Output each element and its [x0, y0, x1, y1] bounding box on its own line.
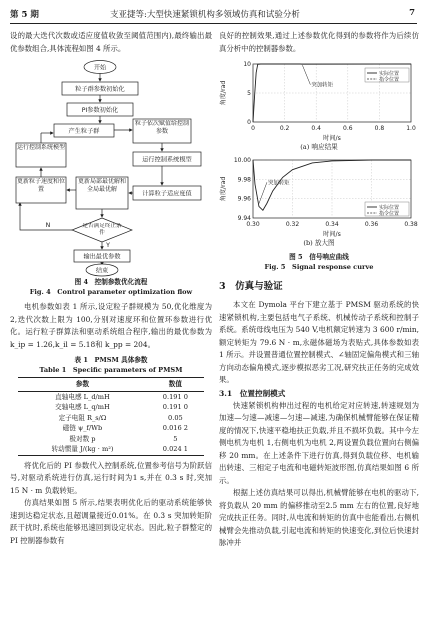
- svg-text:N: N: [45, 222, 51, 229]
- svg-text:Y: Y: [106, 242, 110, 249]
- table-1-title-en: Table 1 Specific parameters of PMSM: [39, 366, 183, 374]
- page-number: 7: [409, 8, 415, 18]
- param-value: 0.016 2: [162, 424, 188, 432]
- zoom-chart-b: [219, 154, 419, 238]
- annotation-label: 突加转矩: [311, 82, 333, 89]
- x-axis-label: 时间/s: [323, 231, 341, 238]
- figure-4-caption: [10, 277, 212, 297]
- x-tick-label: 0.36: [364, 221, 379, 228]
- param-name: 极对数 p: [69, 434, 96, 443]
- y-axis-label: 角度/rad: [220, 176, 227, 202]
- y-tick-label: 0: [247, 119, 251, 126]
- annotation-label: 突加转矩: [267, 180, 290, 187]
- param-name: 转动惯量 J/(kg · m²): [18, 444, 147, 455]
- x-tick-label: 0.6: [343, 125, 353, 132]
- table-header-param: 参数: [18, 378, 147, 392]
- legend-label: 实际位置: [379, 205, 400, 211]
- param-value: 0.024 1: [147, 444, 204, 455]
- x-tick-label: 0.4: [311, 125, 321, 132]
- param-name: 定子电阻 R_s/Ω: [58, 413, 107, 422]
- legend-label: 实际位置: [379, 71, 400, 77]
- x-tick-label: 0.2: [279, 125, 290, 132]
- param-value: 0.191 0: [162, 403, 188, 411]
- y-tick-label: 9.96: [237, 195, 251, 203]
- param-name: 交轴电感 L_q/mH: [55, 403, 110, 411]
- issue-number: 第 5 期: [10, 10, 39, 20]
- x-tick-label: 0.30: [246, 221, 260, 228]
- paragraph-control-effect: 良好的控制效果,通过上述参数优化得到的参数将作为后续仿真分析中的控制器参数。: [219, 31, 419, 53]
- x-tick-label: 0: [251, 125, 255, 132]
- legend-label: 指令位置: [379, 77, 400, 83]
- chart-b-caption: (b) 放大图: [303, 239, 335, 247]
- y-tick-label: 9.94: [237, 215, 251, 222]
- table-header-value: 数值: [147, 378, 204, 392]
- table-row: [18, 413, 204, 424]
- running-header: [10, 8, 417, 24]
- figure-5-caption-en: Fig. 5 Signal response curve: [264, 263, 374, 271]
- y-tick-label: 10.00: [233, 157, 251, 164]
- figure-4-caption-en: Fig. 4 Control parameter optimization flow: [29, 288, 193, 296]
- header-rule: [10, 23, 417, 24]
- y-axis-label: 角度/rad: [220, 80, 227, 106]
- y-tick-label: 10: [243, 61, 251, 68]
- svg-text:运行控制系统模型: 运行控制系统模型: [142, 156, 192, 164]
- svg-text:输出最优参数: 输出最优参数: [83, 253, 121, 261]
- paragraph-conclusion: 根据上述仿真结果可以得出,机械臂能够在电机的驱动下,将负载从 20 mm 的偏移推动至2.5 mm 左右的位置,良好地完成扶正任务。同时,从电流和转矩的仿真中也能看出,右侧机械臂会先推动负载,引起电流和转矩的快速变化,到位后快速封脉冲并: [219, 488, 419, 547]
- x-tick-label: 0.8: [374, 125, 385, 132]
- table-row: [18, 402, 204, 413]
- param-value: 0.191 0: [162, 392, 188, 401]
- paragraph-position-mode: 快速紧锁机构伸出过程的电机给定对应转速,转速规划为加速—匀速—减速—匀速—减速,为确保机械臂能够在保证精度的情况下,快速平稳地扶正负载,并且不损坏负载。其中今左侧电机为电机 1,右侧电机为电机 2,两设置负载位置向右侧偏移 20 mm。在上述条件下进行仿真,得到负载位移、电机输出转速、三相定子电流和电磁转矩波形图,仿真结果如图 6 所示。: [219, 400, 419, 485]
- figure-5-caption-cn: 图 5 信号响应曲线: [289, 253, 349, 261]
- table-row: [18, 434, 204, 445]
- table-row: [18, 444, 204, 455]
- paragraph-simulation-result: 仿真结果如图 5 所示,结果表明优化后的驱动系统能够快速到达稳定状态,且超调量接近0.01%。在 0.3 s 突加转矩阶跃干扰时,系统也能够迅速回到设定状态。因此,粒子群整定的 PI 控制器参数有: [10, 498, 212, 545]
- svg-text:PI参数初始化: PI参数初始化: [81, 107, 119, 114]
- table-row: [18, 423, 204, 434]
- param-name: 直轴电感 L_d/mH: [55, 392, 110, 401]
- x-tick-label: 0.32: [285, 221, 300, 228]
- figure-4-caption-cn: 图 4 控制参数优化流程: [74, 278, 148, 286]
- paragraph-pi-simulation: 将优化后的 PI 参数代入控制系统,位置参考信号为阶跃信号,对驱动系统进行仿真,运行时间为1 s,并在 0.3 s 时,突加 15 N · m 负载转矩。: [10, 460, 212, 495]
- table-header-row: [18, 378, 204, 392]
- chart-a-caption: (a) 响应结果: [300, 143, 338, 151]
- legend-label: 指令位置: [379, 211, 400, 217]
- x-axis-label: 时间/s: [323, 135, 341, 142]
- running-title: 支亚捷等:大型快速紧锁机构多领域仿真和试验分析: [110, 10, 300, 20]
- svg-text:开始: 开始: [93, 64, 107, 72]
- param-value: 5: [173, 434, 178, 443]
- paragraph-motor-params: 电机参数如表 1 所示,设定粒子群规模为 50,优化维度为 2,迭代次数上限为 100,分别对速度环和位置环参数进行优化。运行粒子群算法和驱动系统组合程序,输出的最优参数为 k_ip = 1.26,k_il = 5.18和 k_pp = 204。: [10, 302, 212, 349]
- param-value: 0.05: [168, 413, 183, 422]
- svg-text:粒子群参数初始化: 粒子群参数初始化: [75, 86, 125, 93]
- y-tick-label: 9.98: [237, 176, 251, 184]
- right-column: [219, 30, 419, 550]
- x-tick-label: 0.34: [325, 221, 339, 228]
- paragraph-intro: 设的最大迭代次数或适应度值收敛至阈值范围内),最终输出最优参数组合,具体流程如图 4 所示。: [10, 31, 212, 53]
- param-name: 磁链 ψ_f/Wb: [62, 424, 103, 432]
- figure-5-caption: [219, 252, 419, 272]
- response-chart-a: [219, 58, 419, 142]
- left-column: [10, 30, 212, 547]
- table-1-title: [10, 355, 212, 375]
- svg-text:产生粒子群: 产生粒子群: [68, 128, 100, 135]
- paragraph-section-3: 本文在 Dymola 平台下建立基于 PMSM 驱动系统的快速紧锁机构,主要包括电气子系统、机械传动子系统和控制子系统。系统母线电压为 540 V,电机额定转速为 3 600 r/min,额定转矩为 79.6 N · m,永磁体磁场为表贴式,具体参数如表 1 所示。并设置普通位置控制模式、∠轴固定偏角模式和三轴方向动态偏角模式,逐步模拟恶劣工况,研究扶正任务的完成效果。: [219, 300, 419, 384]
- table-1-title-cn: 表 1 PMSM 具体参数: [74, 356, 148, 364]
- pmsm-parameters-table: [18, 377, 204, 456]
- svg-text:计算粒子适应度值: 计算粒子适应度值: [142, 190, 192, 198]
- table-row: [18, 391, 204, 402]
- subsection-3-1-title: 3.1 位置控制模式: [219, 388, 286, 398]
- flowchart-figure-4: 开始 粒子群参数初始化 PI参数初始化 产生粒子群 粒子依次赋值给控制参数 运行控制系统模型 运行控制系统模型 更新粒子速度和位置 更新局部最优解和全局最优解 计算粒子适应度值 是否满足终止条件 N Y 输出最优参数 结束: [10, 59, 212, 277]
- x-tick-label: 1.0: [406, 125, 416, 132]
- svg-text:结束: 结束: [95, 267, 109, 275]
- y-tick-label: 5: [247, 90, 251, 97]
- section-3-title: 3 仿真与验证: [219, 281, 283, 292]
- x-tick-label: 0.38: [404, 221, 418, 228]
